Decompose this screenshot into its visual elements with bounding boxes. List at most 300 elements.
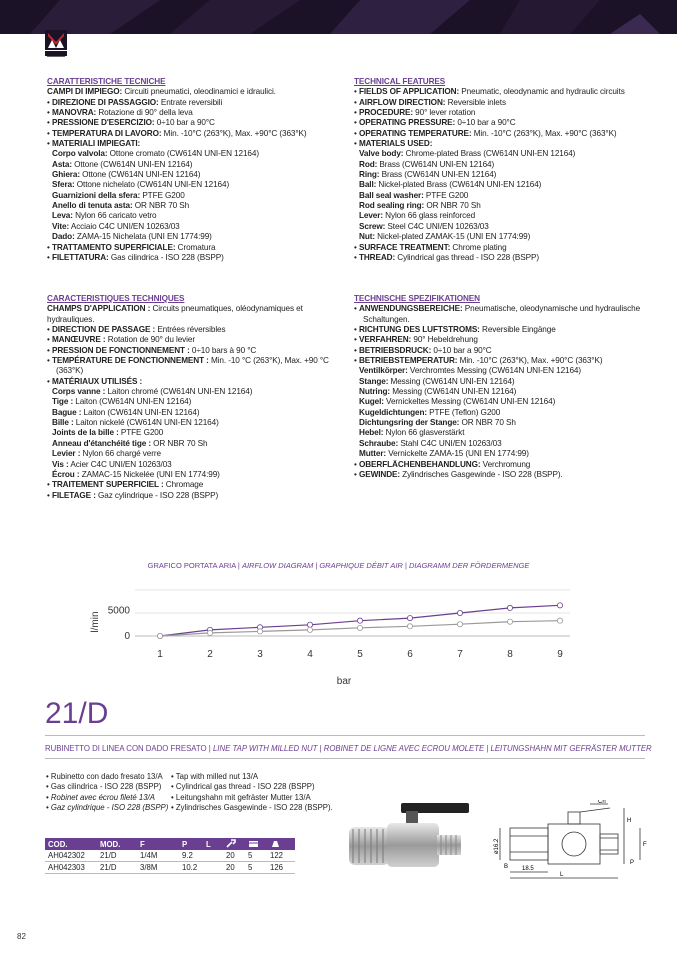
feature-value: Nylon 66 chargé verre: [80, 449, 161, 459]
features-fr-list: [47, 304, 342, 501]
feature-line: [354, 377, 646, 387]
feature-line: [47, 180, 337, 190]
feature-key: Bille :: [52, 418, 74, 428]
feature-value: Circuiti pneumatici, oleodinamici e idraulici.: [122, 87, 276, 97]
feature-value: Ottone nichelato (CW614N UNI-EN 12164): [74, 180, 230, 190]
feature-key: DIREZIONE DI PASSAGGIO:: [51, 97, 159, 107]
brand-logo-icon: [45, 30, 67, 58]
features-de-list: [354, 304, 646, 480]
feature-value: PTFE (Teflon) G200: [427, 407, 501, 417]
feature-line: • BETRIEBSTEMPERATUR: Min. -10°C (263°K), Max. +90°C (363°K): [354, 356, 603, 366]
feature-value: Laiton (CW614N UNI-EN 12164): [81, 407, 200, 417]
cell-pack: 20: [223, 850, 245, 862]
feature-key: FILETAGE :: [51, 490, 96, 500]
feature-line: • MANŒUVRE : Rotation de 90° du levier: [47, 335, 195, 345]
feature-item: • Rubinetto con dado fresato 13/A: [46, 772, 163, 781]
model-subtitle-other: LINE TAP WITH MILLED NUT | ROBINET DE LIGNE AVEC ECROU MOLETE | LEITUNGSHAHN MIT GEFRÄSTER MUTTER: [212, 744, 652, 753]
feature-key: MATERIALS USED:: [358, 139, 433, 149]
feature-key: OBERFLÄCHENBEHANDLUNG:: [358, 459, 481, 469]
cell-weight: 122: [267, 850, 295, 862]
feature-value: Acier C4C UNI/EN 10263/03: [68, 459, 172, 469]
feature-key: Ball:: [359, 180, 377, 190]
cell-f: 3/8M: [137, 862, 179, 874]
drawing-label-h: H: [627, 818, 632, 824]
data-point: [557, 618, 562, 623]
chart-title-other: AIRFLOW DIAGRAM | GRAPHIQUE DÉBIT AIR | DIAGRAMM DER FÖRDERMENGE: [241, 561, 530, 570]
technical-drawing: [490, 800, 665, 880]
cell-weight: 126: [267, 862, 295, 874]
feature-line: • VERFAHREN: 90° Hebeldrehung: [354, 335, 478, 345]
feature-text: Gas cilindrica - ISO 228 (BSPP): [50, 782, 162, 792]
feature-key: Stange:: [359, 376, 389, 386]
feature-line: • THREAD: Cylindrical gas thread - ISO 228 (BSPP): [354, 252, 539, 262]
feature-key: Mutter:: [359, 449, 387, 459]
x-tick-label: 3: [257, 649, 263, 660]
feature-line: [354, 449, 646, 459]
y-tick-label: 0: [124, 631, 130, 642]
chart-grid: [135, 590, 570, 636]
features-en-title: TECHNICAL FEATURES: [354, 77, 446, 86]
feature-value: Pneumatic, oleodynamic and hydraulic circuits: [459, 87, 625, 97]
feature-line: • OPERATING TEMPERATURE: Min. -10°C (263°K), Max. +90°C (363°K): [354, 128, 617, 138]
feature-line: • MATERIALI IMPIEGATI:: [47, 139, 141, 149]
feature-line: [47, 460, 342, 470]
feature-line: [47, 222, 337, 232]
feature-value: Min. -10°C (263°K), Max. +90°C (363°K): [457, 356, 603, 366]
feature-key: TRAITEMENT SUPERFICIEL :: [51, 480, 164, 490]
feature-value: OR NBR 70 Sh: [459, 418, 516, 428]
wrench-icon: [226, 839, 236, 848]
feature-key: OPERATING PRESSURE:: [358, 118, 456, 128]
feature-value: Messing (CW614N UNI-EN 12164): [388, 376, 515, 386]
feature-value: Vernickelte ZAMA-15 (UNI EN 1774:99): [386, 449, 529, 459]
feature-key: Anneau d'étanchéité tige :: [52, 438, 151, 448]
features-it-title: CARATTERISTICHE TECNICHE: [47, 77, 166, 86]
airflow-chart: [0, 586, 677, 696]
feature-value: Min. -10 °C (263°K), Max. +90 °C (363°K): [56, 356, 329, 376]
cell-box: 5: [245, 850, 267, 862]
feature-value: Acciaio C4C UNI/EN 10263/03: [69, 221, 180, 231]
feature-line: • FILETAGE : Gaz cylindrique - ISO 228 (BSPP): [47, 490, 219, 500]
feature-text: Zylindrisches Gasgewinde - ISO 228 (BSPP).: [175, 802, 333, 812]
feature-key: TRATTAMENTO SUPERFICIALE:: [51, 242, 176, 252]
feature-key: Valve body:: [359, 149, 404, 159]
feature-line: [354, 222, 646, 232]
x-tick-label: 8: [507, 649, 513, 660]
feature-key: Tige :: [52, 397, 74, 407]
feature-value: PTFE G200: [140, 190, 185, 200]
feature-value: Verchromung: [480, 459, 531, 469]
feature-line: [354, 232, 646, 242]
subtitle-divider: [45, 758, 645, 759]
feature-key: Leva:: [52, 211, 73, 221]
model-divider: [45, 735, 645, 736]
feature-line: [47, 170, 337, 180]
feature-value: Laiton chromé (CW614N UNI-EN 12164): [105, 387, 253, 397]
feature-line: [354, 418, 646, 428]
x-tick-label: 5: [357, 649, 363, 660]
x-tick-label: 2: [207, 649, 213, 660]
feature-value: OR NBR 70 Sh: [424, 201, 481, 211]
feature-key: Kugel:: [359, 397, 384, 407]
cell-pack: 20: [223, 862, 245, 874]
feature-line: • GEWINDE: Zylindrisches Gasgewinde - ISO 228 (BSPP).: [354, 469, 563, 479]
feature-line: [354, 170, 646, 180]
data-point: [557, 603, 562, 608]
feature-key: Écrou :: [52, 469, 80, 479]
feature-line: • FIELDS OF APPLICATION: Pneumatic, oleodynamic and hydraulic circuits: [354, 87, 625, 97]
model-subtitle-it: RUBINETTO DI LINEA CON DADO FRESATO |: [45, 744, 213, 753]
feature-key: Corps vanne :: [52, 387, 106, 397]
feature-value: 0÷10 bar a 90°C: [455, 118, 516, 128]
feature-value: Nickel-plated ZAMAK-15 (UNI EN 1774:99): [374, 232, 531, 242]
x-tick-label: 9: [557, 649, 563, 660]
feature-key: Hebel:: [359, 428, 384, 438]
chart-x-label: bar: [336, 676, 352, 687]
feature-key: DIRECTION DE PASSAGE :: [51, 325, 156, 335]
feature-line: [47, 87, 337, 97]
feature-line: • PRESSIONE D'ESERCIZIO: 0÷10 bar a 90°C: [47, 118, 215, 128]
product-features-left: [46, 772, 171, 813]
spec-table: [45, 838, 295, 874]
feature-key: THREAD:: [358, 252, 396, 262]
feature-line: [47, 191, 337, 201]
cell-mod: 21/D: [97, 862, 137, 874]
data-point: [307, 627, 312, 632]
data-point: [207, 630, 212, 635]
data-point: [307, 622, 312, 627]
feature-line: [47, 439, 342, 449]
feature-value: Laiton nickelé (CW614N UNI-EN 12164): [73, 418, 219, 428]
feature-text: Leitungshahn mit gefräster Mutter 13/A: [175, 792, 311, 802]
feature-key: Screw:: [359, 221, 386, 231]
x-tick-label: 7: [457, 649, 463, 660]
cell-cod: AH042303: [45, 862, 97, 874]
feature-value: 90° Hebeldrehung: [411, 335, 478, 345]
feature-key: MANOVRA:: [51, 108, 97, 118]
feature-key: Guarnizioni della sfera:: [52, 190, 141, 200]
cell-f: 1/4M: [137, 850, 179, 862]
banner-decoration: [0, 0, 677, 34]
feature-key: CHAMPS D'APPLICATION :: [47, 304, 151, 314]
feature-value: Cromatura: [175, 242, 216, 252]
cell-p: 9.2: [179, 850, 203, 862]
feature-line: • BETRIEBSDRUCK: 0÷10 bar a 90°C: [354, 345, 492, 355]
feature-value: PTFE G200: [118, 428, 164, 438]
feature-key: PRESSION DE FONCTIONNEMENT :: [51, 345, 190, 355]
feature-line: • MANOVRA: Rotazione di 90° della leva: [47, 108, 193, 118]
feature-key: Ring:: [359, 170, 380, 180]
col-l: L: [203, 838, 223, 850]
feature-line: [354, 428, 646, 438]
feature-value: Ottone (CW614N UNI-EN 12164): [71, 159, 193, 169]
feature-line: [47, 470, 342, 480]
feature-value: Entrées réversibles: [155, 325, 226, 335]
feature-key: SURFACE TREATMENT:: [358, 242, 451, 252]
feature-key: FIELDS OF APPLICATION:: [358, 87, 460, 97]
feature-line: [47, 387, 342, 397]
feature-line: • TRAITEMENT SUPERFICIEL : Chromage: [47, 480, 204, 490]
feature-key: GEWINDE:: [358, 469, 400, 479]
data-point: [507, 619, 512, 624]
feature-value: Steel C4C UNI/EN 10263/03: [385, 221, 489, 231]
feature-value: Zylindrisches Gasgewinde - ISO 228 (BSPP).: [400, 469, 563, 479]
feature-line: [47, 201, 337, 211]
page-number: 82: [17, 932, 26, 941]
data-point: [407, 616, 412, 621]
feature-value: Reversible inlets: [445, 97, 506, 107]
feature-line: [47, 428, 342, 438]
drawing-label-diameter: ø16.2: [494, 838, 500, 854]
feature-value: Min. -10°C (263°K), Max. +90°C (363°K): [471, 128, 617, 138]
col-p: P: [179, 838, 203, 850]
feature-item: • Gas cilindrica - ISO 228 (BSPP): [46, 782, 162, 792]
chart-ticks: [108, 605, 563, 660]
feature-value: 0÷10 bar a 90°C: [431, 345, 492, 355]
data-point: [257, 629, 262, 634]
feature-line: • DIREZIONE DI PASSAGGIO: Entrate reversibili: [47, 97, 223, 107]
feature-line: [354, 366, 646, 376]
feature-line: • OBERFLÄCHENBEHANDLUNG: Verchromung: [354, 459, 531, 469]
feature-key: Vis :: [52, 459, 69, 469]
feature-value: Min. -10°C (263°K), Max. +90°C (363°K): [161, 128, 307, 138]
feature-value: Nickel-plated Brass (CW614N UNI-EN 12164): [376, 180, 542, 190]
col-f: F: [137, 838, 179, 850]
chart-title: [0, 561, 677, 570]
feature-key: PROCEDURE:: [358, 108, 413, 118]
feature-text: Robinet avec écrou fileté 13/A: [50, 792, 155, 802]
model-subtitle: [45, 744, 652, 753]
data-point: [507, 605, 512, 610]
feature-key: AIRFLOW DIRECTION:: [358, 97, 446, 107]
feature-line: • AIRFLOW DIRECTION: Reversible inlets: [354, 97, 506, 107]
feature-value: Reversible Eingänge: [479, 325, 556, 335]
feature-text: Cylindrical gas thread - ISO 228 (BSPP): [175, 782, 315, 792]
feature-line: [354, 439, 646, 449]
drawing-label-f: F: [643, 842, 647, 848]
feature-value: Rotation de 90° du levier: [105, 335, 195, 345]
feature-item: • Robinet avec écrou fileté 13/A: [46, 792, 155, 802]
cell-l: [203, 850, 223, 862]
feature-line: • FILETTATURA: Gas cilindrica - ISO 228 (BSPP): [47, 252, 224, 262]
feature-line: [354, 191, 646, 201]
feature-key: Ball seal washer:: [359, 190, 424, 200]
cell-l: [203, 862, 223, 874]
feature-value: Nylon 66 glass reinforced: [382, 211, 476, 221]
feature-line: [47, 149, 337, 159]
feature-line: [47, 418, 342, 428]
feature-key: Nut:: [359, 232, 375, 242]
feature-key: MANŒUVRE :: [51, 335, 106, 345]
table-row: [45, 850, 295, 862]
feature-value: Brass (CW614N UNI-EN 12164): [377, 159, 495, 169]
feature-value: 90° lever rotation: [413, 108, 476, 118]
feature-line: • DIRECTION DE PASSAGE : Entrées réversibles: [47, 325, 226, 335]
feature-line: [354, 408, 646, 418]
col-cod: COD.: [45, 838, 97, 850]
feature-line: • MATERIALS USED:: [354, 139, 433, 149]
features-en-list: [354, 87, 646, 263]
features-it: [47, 77, 337, 263]
features-fr-title: CARACTERISTIQUES TECHNIQUES: [47, 294, 185, 303]
feature-key: FILETTATURA:: [51, 252, 109, 262]
product-photo: [343, 795, 471, 875]
feature-key: CAMPI DI IMPIEGO:: [47, 87, 123, 97]
valve-body: [387, 823, 439, 867]
feature-value: Circuits pneumatiques, oléodynamiques et hydrauliques.: [47, 304, 303, 324]
feature-key: OPERATING TEMPERATURE:: [358, 128, 472, 138]
feature-value: Stahl C4C UNI/EN 10263/03: [398, 438, 502, 448]
feature-text: Rubinetto con dado fresato 13/A: [50, 772, 163, 781]
y-tick-label: 5000: [107, 605, 130, 617]
feature-line: • PRESSION DE FONCTIONNEMENT : 0÷10 bars à 90 °C: [47, 345, 257, 355]
feature-line: • TRATTAMENTO SUPERFICIALE: Cromatura: [47, 242, 216, 252]
features-it-list: [47, 87, 337, 263]
spec-table-header: [45, 838, 295, 850]
feature-value: Ottone (CW614N UNI-EN 12164): [79, 170, 201, 180]
brand-logo: [45, 30, 67, 58]
feature-value: Verchromtes Messing (CW614N UNI-EN 12164): [407, 366, 582, 376]
drawing-label-18: 18.5: [522, 866, 534, 872]
feature-value: Vernickeltes Messing (CW614N UNI-EN 12164): [383, 397, 556, 407]
feature-line: • MATÉRIAUX UTILISÉS :: [47, 376, 143, 386]
cell-mod: 21/D: [97, 850, 137, 862]
feature-key: Lever:: [359, 211, 383, 221]
feature-key: Dichtungsring der Stange:: [359, 418, 460, 428]
x-tick-label: 4: [307, 649, 313, 660]
feature-key: Bague :: [52, 407, 82, 417]
feature-line: [354, 387, 646, 397]
feature-line: • TEMPERATURA DI LAVORO: Min. -10°C (263°K), Max. +90°C (363°K): [47, 128, 307, 138]
data-point: [357, 625, 362, 630]
feature-key: Nutring:: [359, 387, 391, 397]
feature-key: TEMPÉRATURE DE FONCTIONNEMENT :: [51, 356, 209, 366]
feature-value: Chrome-plated Brass (CW614N UNI-EN 12164): [403, 149, 576, 159]
feature-item: • Zylindrisches Gasgewinde - ISO 228 (BSPP).: [171, 802, 333, 812]
table-row: [45, 862, 295, 874]
feature-item: • Cylindrical gas thread - ISO 228 (BSPP): [171, 782, 315, 792]
feature-line: [354, 201, 646, 211]
feature-value: Gaz cylindrique - ISO 228 (BSPP): [95, 490, 219, 500]
feature-line: [354, 211, 646, 221]
feature-line: [354, 180, 646, 190]
features-en: [354, 77, 646, 263]
feature-line: [47, 211, 337, 221]
col-mod: MOD.: [97, 838, 137, 850]
feature-value: PTFE G200: [423, 190, 469, 200]
feature-key: Anello di tenuta asta:: [52, 201, 133, 211]
feature-text: Tap with milled nut 13/A: [175, 772, 259, 781]
feature-line: [47, 160, 337, 170]
data-point: [407, 624, 412, 629]
weight-icon: [270, 839, 281, 848]
feature-value: Entrate reversibili: [158, 97, 223, 107]
feature-key: TEMPERATURA DI LAVORO:: [51, 128, 162, 138]
drawing-label-ch: Ch: [598, 800, 606, 805]
chart-title-it: GRAFICO PORTATA ARIA |: [147, 561, 242, 570]
feature-value: Nylon 66 caricato vetro: [72, 211, 157, 221]
feature-line: [354, 149, 646, 159]
col-weight: [267, 838, 295, 850]
feature-key: Ghiera:: [52, 170, 80, 180]
feature-value: Laiton (CW614N UNI-EN 12164): [73, 397, 192, 407]
chart-y-label: l/min: [90, 611, 101, 633]
feature-value: Nylon 66 glasverstärkt: [383, 428, 465, 438]
feature-line: [354, 397, 646, 407]
feature-key: Asta:: [52, 159, 72, 169]
x-tick-label: 1: [157, 649, 163, 660]
col-wrench: [223, 838, 245, 850]
feature-value: 0÷10 bars à 90 °C: [189, 345, 257, 355]
feature-line: [354, 160, 646, 170]
product-features-right: [171, 772, 351, 813]
feature-line: [47, 408, 342, 418]
data-point: [457, 610, 462, 615]
features-fr: [47, 294, 342, 501]
feature-key: VERFAHREN:: [358, 335, 412, 345]
feature-line: • ANWENDUNGSBEREICHE: Pneumatische, oleodynamische und hydraulische Schaltungen.: [354, 304, 641, 324]
feature-key: Rod sealing ring:: [359, 201, 425, 211]
feature-line: [47, 397, 342, 407]
feature-item: • Gaz cylindrique - ISO 228 (BSPP): [46, 802, 169, 812]
feature-key: BETRIEBSDRUCK:: [358, 345, 432, 355]
feature-value: Messing (CW614N UNI-EN 12164): [390, 387, 517, 397]
feature-key: Joints de la bille :: [52, 428, 119, 438]
feature-key: Dado:: [52, 232, 75, 242]
feature-key: ANWENDUNGSBEREICHE:: [358, 304, 463, 314]
col-box: [245, 838, 267, 850]
feature-value: OR NBR 70 Sh: [132, 201, 190, 211]
feature-item: • Leitungshahn mit gefräster Mutter 13/A: [171, 792, 311, 802]
data-point: [357, 618, 362, 623]
data-point: [457, 622, 462, 627]
box-icon: [248, 839, 259, 848]
feature-value: Pneumatische, oleodynamische und hydraulische Schaltungen.: [363, 304, 641, 324]
feature-text: Gaz cylindrique - ISO 228 (BSPP): [50, 802, 169, 812]
feature-line: [47, 304, 342, 325]
feature-value: Brass (CW614N UNI-EN 12164): [379, 170, 497, 180]
feature-key: Levier :: [52, 449, 81, 459]
feature-value: Chromage: [163, 480, 204, 490]
features-de: [354, 294, 646, 480]
feature-value: Rotazione di 90° della leva: [96, 108, 193, 118]
feature-line: • PROCEDURE: 90° lever rotation: [354, 108, 476, 118]
feature-key: Kugeldichtungen:: [359, 407, 427, 417]
data-point: [157, 633, 162, 638]
feature-line: • SURFACE TREATMENT: Chrome plating: [354, 242, 507, 252]
feature-key: Ventilkörper:: [359, 366, 408, 376]
feature-key: Sfera:: [52, 180, 75, 190]
drawing-label-l: L: [560, 872, 564, 878]
feature-value: ZAMA-15 Nichelata (UNI EN 1774:99): [74, 232, 212, 242]
cell-box: 5: [245, 862, 267, 874]
feature-key: MATERIALI IMPIEGATI:: [51, 139, 141, 149]
feature-line: • TEMPÉRATURE DE FONCTIONNEMENT : Min. -10 °C (263°K), Max. +90 °C (363°K): [47, 356, 329, 376]
feature-key: BETRIEBSTEMPERATUR:: [358, 356, 458, 366]
feature-key: Vite:: [52, 221, 70, 231]
x-tick-label: 6: [407, 649, 413, 660]
cell-p: 10.2: [179, 862, 203, 874]
drawing-label-b: B: [504, 864, 509, 870]
feature-value: OR NBR 70 Sh: [150, 438, 208, 448]
feature-key: Corpo valvola:: [52, 149, 108, 159]
cell-cod: AH042302: [45, 850, 97, 862]
drawing-label-p: P: [630, 860, 635, 866]
feature-value: Ottone cromato (CW614N UNI-EN 12164): [107, 149, 259, 159]
header-banner: [0, 0, 677, 34]
features-de-title: TECHNISCHE SPEZIFIKATIONEN: [354, 294, 480, 303]
feature-value: Chrome plating: [450, 242, 507, 252]
